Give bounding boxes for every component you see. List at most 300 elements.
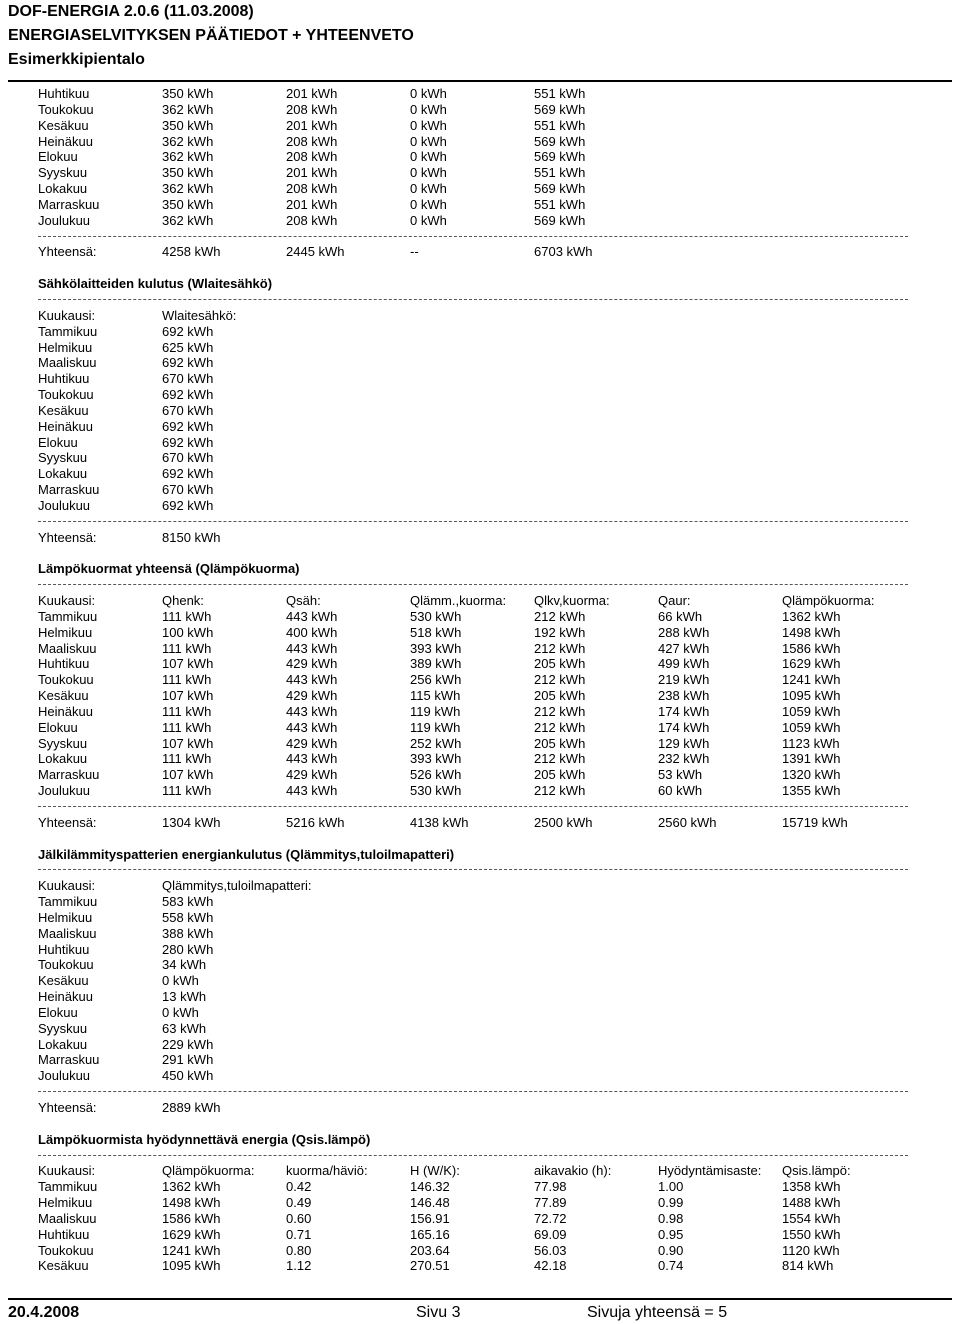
- table-cell: 569 kWh: [534, 181, 586, 197]
- page-footer: [8, 1298, 952, 1324]
- table-cell: 156.91: [410, 1210, 450, 1226]
- table-cell: 569 kWh: [534, 101, 586, 117]
- table-cell: Toukokuu: [38, 957, 94, 973]
- table-cell: Toukokuu: [38, 387, 94, 403]
- table-cell: 393 kWh: [410, 751, 462, 767]
- table-row: [38, 387, 908, 403]
- table-cell: Toukokuu: [38, 1242, 94, 1258]
- table-cell: Kuukausi:: [38, 307, 96, 323]
- table-cell: 0.98: [658, 1210, 684, 1226]
- table-row: [38, 324, 908, 340]
- table-row: [38, 751, 908, 767]
- table-cell: Yhteensä:: [38, 529, 97, 545]
- table-cell: 15719 kWh: [782, 814, 848, 830]
- table-cell: Helmikuu: [38, 624, 93, 640]
- table-cell: 212 kWh: [534, 703, 586, 719]
- table-cell: 119 kWh: [410, 703, 461, 719]
- table-cell: Yhteensä:: [38, 1100, 97, 1115]
- table-cell: Tammikuu: [38, 894, 98, 910]
- table-cell: Qhenk:: [162, 593, 204, 608]
- table-cell: Elokuu: [38, 719, 78, 735]
- table-row: [38, 989, 908, 1005]
- table-cell: 256 kWh: [410, 672, 462, 688]
- table-cell: 692 kWh: [162, 323, 214, 339]
- table-cell: 551 kWh: [534, 86, 586, 101]
- table-cell: Huhtikuu: [38, 86, 90, 101]
- table-cell: 119 kWh: [410, 719, 461, 735]
- table-cell: 1355 kWh: [782, 783, 841, 799]
- table-cell: 107 kWh: [162, 767, 214, 783]
- table-row: [38, 371, 908, 387]
- table-row: [38, 340, 908, 356]
- table-cell: 212 kWh: [534, 751, 586, 767]
- table-cell: 1358 kWh: [782, 1179, 841, 1195]
- table-cell: 569 kWh: [534, 212, 586, 228]
- table-cell: 0.90: [658, 1242, 684, 1258]
- table-cell: 569 kWh: [534, 149, 586, 165]
- table-cell: 1123 kWh: [782, 735, 840, 751]
- table-cell: Yhteensä:: [38, 814, 97, 830]
- table-cell: 229 kWh: [162, 1036, 214, 1052]
- table-cell: 388 kWh: [162, 925, 214, 941]
- table-cell: Maaliskuu: [38, 640, 97, 656]
- table-cell: 443 kWh: [286, 719, 338, 735]
- table-cell: Kuukausi:: [38, 878, 96, 894]
- table-cell: 518 kWh: [410, 624, 462, 640]
- table-row: [38, 1068, 908, 1084]
- table-cell: Joulukuu: [38, 497, 91, 513]
- dashed-divider: [38, 292, 908, 308]
- table-cell: 69.09: [534, 1226, 567, 1242]
- table-row: [38, 403, 908, 419]
- table-cell: 205 kWh: [534, 656, 586, 672]
- table-cell: Wlaitesähkö:: [162, 307, 237, 323]
- table-cell: Heinäkuu: [38, 703, 93, 719]
- table-cell: Qlämpökuorma:: [162, 1163, 255, 1179]
- table-cell: 0.95: [658, 1226, 684, 1242]
- table-cell: 174 kWh: [658, 719, 710, 735]
- table-cell: 625 kWh: [162, 339, 214, 355]
- table-cell: H (W/K):: [410, 1163, 460, 1179]
- table-cell: 208 kWh: [286, 212, 338, 228]
- table-cell: 692 kWh: [162, 355, 214, 371]
- app-title: DOF-ENERGIA 2.0.6 (11.03.2008): [8, 3, 254, 20]
- table-cell: 1629 kWh: [782, 656, 841, 672]
- table-row: [38, 1258, 908, 1274]
- section-title: Sähkölaitteiden kulutus (Wlaitesähkö): [38, 276, 273, 292]
- table-cell: 165.16: [410, 1226, 450, 1242]
- table-cell: Kesäkuu: [38, 117, 89, 133]
- table-cell: 443 kWh: [286, 608, 338, 624]
- table-cell: 429 kWh: [286, 656, 338, 672]
- table-cell: 0 kWh: [410, 86, 447, 101]
- table-cell: 212 kWh: [534, 672, 586, 688]
- table-cell: 203.64: [410, 1242, 450, 1258]
- report-body: [38, 86, 908, 1274]
- table-cell: 670 kWh: [162, 402, 214, 418]
- table-cell: 670 kWh: [162, 450, 214, 466]
- table-row: [38, 609, 908, 625]
- table-cell: 0 kWh: [410, 117, 447, 133]
- table-cell: Kesäkuu: [38, 1258, 89, 1274]
- table-cell: 350 kWh: [162, 86, 214, 101]
- table-cell: Syyskuu: [38, 165, 88, 181]
- table-cell: 350 kWh: [162, 196, 214, 212]
- table-row: [38, 466, 908, 482]
- table-header: [38, 593, 908, 609]
- table-cell: Syyskuu: [38, 450, 88, 466]
- table-row: [38, 165, 908, 181]
- table-cell: Huhtikuu: [38, 1226, 90, 1242]
- table-cell: Huhtikuu: [38, 656, 90, 672]
- table-cell: 201 kWh: [286, 117, 338, 133]
- table-cell: 1362 kWh: [162, 1179, 221, 1195]
- table-cell: 1095 kWh: [782, 688, 841, 704]
- table-cell: 1586 kWh: [162, 1210, 221, 1226]
- table-cell: Hyödyntämisaste:: [658, 1163, 762, 1179]
- table-cell: 208 kWh: [286, 101, 338, 117]
- table-cell: 208 kWh: [286, 133, 338, 149]
- table-cell: 201 kWh: [286, 196, 338, 212]
- table-row: [38, 1243, 908, 1259]
- table-cell: 0 kWh: [410, 212, 447, 228]
- table-cell: Elokuu: [38, 1004, 78, 1020]
- table-cell: 208 kWh: [286, 181, 338, 197]
- dashed-divider: [38, 514, 908, 530]
- table-row: [38, 1005, 908, 1021]
- table-cell: kuorma/häviö:: [286, 1163, 368, 1179]
- total-row: [38, 244, 908, 260]
- table-row: [38, 102, 908, 118]
- table-cell: 670 kWh: [162, 371, 214, 387]
- footer-date: 20.4.2008: [8, 1304, 80, 1321]
- table-cell: 350 kWh: [162, 117, 214, 133]
- table-cell: 111 kWh: [162, 608, 212, 624]
- table-cell: Maaliskuu: [38, 355, 97, 371]
- table-cell: 77.98: [534, 1179, 567, 1195]
- table-cell: 2889 kWh: [162, 1100, 221, 1115]
- table-cell: 2560 kWh: [658, 814, 717, 830]
- table-row: [38, 1021, 908, 1037]
- table-cell: Huhtikuu: [38, 941, 90, 957]
- table-cell: 288 kWh: [658, 624, 710, 640]
- table-cell: 174 kWh: [658, 703, 710, 719]
- table-row: [38, 86, 908, 102]
- table-cell: 443 kWh: [286, 703, 338, 719]
- table-cell: Lokakuu: [38, 181, 88, 197]
- table-row: [38, 641, 908, 657]
- table-cell: Kesäkuu: [38, 402, 89, 418]
- table-cell: Kesäkuu: [38, 688, 89, 704]
- table-cell: 692 kWh: [162, 497, 214, 513]
- table-cell: 238 kWh: [658, 688, 710, 704]
- dashed-divider: [38, 862, 908, 878]
- table-cell: 4138 kWh: [410, 814, 469, 830]
- dashed-divider: [38, 799, 908, 815]
- table-cell: Qlämmitys,tuloilmapatteri:: [162, 878, 312, 894]
- table-cell: 443 kWh: [286, 783, 338, 799]
- table-cell: Heinäkuu: [38, 989, 93, 1005]
- table-cell: Helmikuu: [38, 339, 93, 355]
- table-cell: 107 kWh: [162, 735, 214, 751]
- table-cell: Maaliskuu: [38, 925, 97, 941]
- table-cell: 212 kWh: [534, 608, 586, 624]
- table-cell: 692 kWh: [162, 418, 214, 434]
- footer-total-pages: Sivuja yhteensä = 5: [587, 1304, 728, 1321]
- table-cell: 362 kWh: [162, 133, 214, 149]
- table-cell: 692 kWh: [162, 434, 214, 450]
- table-cell: 443 kWh: [286, 640, 338, 656]
- table-cell: 0.80: [286, 1242, 312, 1258]
- table-row: [38, 926, 908, 942]
- table-cell: 1391 kWh: [782, 751, 841, 767]
- table-cell: 1488 kWh: [782, 1195, 841, 1211]
- table-row: [38, 942, 908, 958]
- table-cell: 362 kWh: [162, 101, 214, 117]
- table-cell: 205 kWh: [534, 735, 586, 751]
- table-cell: 6703 kWh: [534, 244, 593, 260]
- table-cell: 111 kWh: [162, 703, 212, 719]
- table-cell: 429 kWh: [286, 735, 338, 751]
- table-row: [38, 1195, 908, 1211]
- table-cell: 212 kWh: [534, 719, 586, 735]
- table-cell: 1241 kWh: [162, 1242, 221, 1258]
- dashed-divider: [38, 1084, 908, 1100]
- table-cell: Lokakuu: [38, 751, 88, 767]
- table-cell: Qlämpökuorma:: [782, 593, 875, 608]
- table-row: [38, 910, 908, 926]
- table-cell: Qsis.lämpö:: [782, 1163, 851, 1179]
- table-header: [38, 308, 908, 324]
- table-cell: 192 kWh: [534, 624, 586, 640]
- table-cell: Qlkv,kuorma:: [534, 593, 610, 608]
- table-cell: 107 kWh: [162, 688, 214, 704]
- table-cell: Tammikuu: [38, 1179, 98, 1195]
- table-cell: 212 kWh: [534, 640, 586, 656]
- table-cell: 129 kWh: [658, 735, 710, 751]
- table-cell: 111 kWh: [162, 751, 212, 767]
- table-cell: 146.32: [410, 1179, 450, 1195]
- table-cell: Joulukuu: [38, 1068, 91, 1084]
- section-title: Jälkilämmityspatterien energiankulutus (Qlämmitys,tuloilmapatteri): [38, 846, 455, 862]
- table-cell: 1554 kWh: [782, 1210, 841, 1226]
- table-cell: Lokakuu: [38, 466, 88, 482]
- table-row: [38, 197, 908, 213]
- table-cell: 53 kWh: [658, 767, 703, 783]
- table-cell: 0 kWh: [410, 149, 447, 165]
- table-row: [38, 736, 908, 752]
- table-cell: 0 kWh: [162, 973, 199, 989]
- table-cell: 1362 kWh: [782, 608, 841, 624]
- table-cell: 111 kWh: [162, 719, 212, 735]
- table-row: [38, 894, 908, 910]
- total-row: [38, 530, 908, 546]
- table-cell: 1498 kWh: [782, 624, 841, 640]
- spacer: [38, 545, 908, 561]
- table-cell: Toukokuu: [38, 672, 94, 688]
- table-cell: Helmikuu: [38, 1195, 93, 1211]
- table-row: [38, 1037, 908, 1053]
- table-cell: 42.18: [534, 1258, 567, 1274]
- table-cell: 111 kWh: [162, 672, 212, 688]
- table-cell: 1550 kWh: [782, 1226, 841, 1242]
- table-row: [38, 1227, 908, 1243]
- table-cell: Qsäh:: [286, 593, 321, 608]
- table-cell: 0.74: [658, 1258, 684, 1274]
- table-cell: 526 kWh: [410, 767, 462, 783]
- table-cell: 1586 kWh: [782, 640, 841, 656]
- table-cell: 2445 kWh: [286, 244, 345, 260]
- table-cell: 450 kWh: [162, 1068, 214, 1084]
- building-name: Esimerkkipientalo: [8, 51, 145, 68]
- table-cell: 1498 kWh: [162, 1195, 221, 1211]
- table-cell: 0.49: [286, 1195, 312, 1211]
- table-header: [38, 1163, 908, 1179]
- table-cell: 1629 kWh: [162, 1226, 221, 1242]
- table-cell: 66 kWh: [658, 608, 703, 624]
- table-cell: 0 kWh: [410, 196, 447, 212]
- table-cell: 0 kWh: [410, 181, 447, 197]
- table-cell: 252 kWh: [410, 735, 462, 751]
- table-cell: 427 kWh: [658, 640, 710, 656]
- table-row: [38, 498, 908, 514]
- table-cell: 362 kWh: [162, 181, 214, 197]
- table-cell: 0.42: [286, 1179, 312, 1195]
- table-cell: Heinäkuu: [38, 133, 93, 149]
- table-cell: 0.99: [658, 1195, 684, 1211]
- table-cell: Yhteensä:: [38, 244, 97, 260]
- table-cell: 429 kWh: [286, 688, 338, 704]
- table-cell: 389 kWh: [410, 656, 462, 672]
- table-cell: 1304 kWh: [162, 814, 221, 830]
- table-row: [38, 118, 908, 134]
- table-row: [38, 1179, 908, 1195]
- table-cell: 393 kWh: [410, 640, 462, 656]
- table-cell: Qaur:: [658, 593, 691, 608]
- table-cell: 530 kWh: [410, 783, 462, 799]
- table-cell: 146.48: [410, 1195, 450, 1211]
- table-cell: 8150 kWh: [162, 529, 221, 545]
- table-cell: 111 kWh: [162, 783, 212, 799]
- table-cell: 232 kWh: [658, 751, 710, 767]
- table-cell: 115 kWh: [410, 688, 461, 704]
- header-divider: [8, 80, 952, 82]
- table-cell: 551 kWh: [534, 117, 586, 133]
- table-cell: 270.51: [410, 1258, 450, 1274]
- table-cell: 205 kWh: [534, 688, 586, 704]
- table-cell: Lokakuu: [38, 1036, 88, 1052]
- table-row: [38, 482, 908, 498]
- table-header: [38, 878, 908, 894]
- table-cell: Kuukausi:: [38, 1163, 96, 1179]
- table-cell: 551 kWh: [534, 165, 586, 181]
- table-cell: Qlämm.,kuorma:: [410, 593, 507, 608]
- table-cell: 1120 kWh: [782, 1242, 840, 1258]
- table-row: [38, 720, 908, 736]
- table-cell: 107 kWh: [162, 656, 214, 672]
- section-title: Lämpökuormista hyödynnettävä energia (Qsis.lämpö): [38, 1131, 371, 1147]
- table-cell: 201 kWh: [286, 165, 338, 181]
- table-row: [38, 704, 908, 720]
- table-cell: 0 kWh: [410, 133, 447, 149]
- table-cell: 551 kWh: [534, 196, 586, 212]
- table-cell: Joulukuu: [38, 783, 91, 799]
- table-cell: 583 kWh: [162, 894, 214, 910]
- table-cell: Tammikuu: [38, 608, 98, 624]
- table-cell: 443 kWh: [286, 751, 338, 767]
- report-header: [8, 0, 952, 80]
- table-row: [38, 355, 908, 371]
- table-cell: 530 kWh: [410, 608, 462, 624]
- footer-page-number: Sivu 3: [416, 1304, 461, 1321]
- table-cell: Tammikuu: [38, 323, 98, 339]
- table-cell: 111 kWh: [162, 640, 212, 656]
- table-cell: Marraskuu: [38, 196, 100, 212]
- table-cell: 692 kWh: [162, 387, 214, 403]
- section-title: Lämpökuormat yhteensä (Qlämpökuorma): [38, 561, 300, 577]
- table-cell: Marraskuu: [38, 482, 100, 498]
- table-cell: --: [410, 244, 419, 260]
- table-cell: 63 kWh: [162, 1020, 207, 1036]
- table-cell: 4258 kWh: [162, 244, 221, 260]
- table-cell: aikavakio (h):: [534, 1163, 612, 1179]
- table-row: [38, 625, 908, 641]
- table-cell: 0 kWh: [162, 1004, 199, 1020]
- table-cell: 208 kWh: [286, 149, 338, 165]
- total-row: [38, 1100, 908, 1116]
- table-cell: Helmikuu: [38, 909, 93, 925]
- table-cell: 569 kWh: [534, 133, 586, 149]
- table-cell: 0 kWh: [410, 101, 447, 117]
- table-cell: 5216 kWh: [286, 814, 345, 830]
- table-cell: Syyskuu: [38, 1020, 88, 1036]
- table-cell: 100 kWh: [162, 624, 214, 640]
- table-cell: Kuukausi:: [38, 593, 96, 608]
- table-cell: 558 kWh: [162, 909, 214, 925]
- table-row: [38, 419, 908, 435]
- table-cell: Marraskuu: [38, 767, 100, 783]
- table-row: [38, 688, 908, 704]
- dashed-divider: [38, 577, 908, 593]
- table-cell: 77.89: [534, 1195, 567, 1211]
- table-row: [38, 1052, 908, 1068]
- table-cell: 0 kWh: [410, 165, 447, 181]
- table-row: [38, 213, 908, 229]
- table-row: [38, 656, 908, 672]
- total-row: [38, 815, 908, 831]
- table-row: [38, 767, 908, 783]
- table-cell: 219 kWh: [658, 672, 710, 688]
- table-cell: 1320 kWh: [782, 767, 841, 783]
- table-cell: Huhtikuu: [38, 371, 90, 387]
- table-cell: 72.72: [534, 1210, 567, 1226]
- table-cell: 443 kWh: [286, 672, 338, 688]
- table-cell: Heinäkuu: [38, 418, 93, 434]
- table-row: [38, 957, 908, 973]
- table-cell: 56.03: [534, 1242, 567, 1258]
- table-row: [38, 134, 908, 150]
- table-cell: 205 kWh: [534, 767, 586, 783]
- table-cell: 280 kWh: [162, 941, 214, 957]
- spacer: [38, 1116, 908, 1132]
- table-cell: 362 kWh: [162, 149, 214, 165]
- table-row: [38, 783, 908, 799]
- table-cell: Toukokuu: [38, 101, 94, 117]
- table-cell: 1059 kWh: [782, 703, 841, 719]
- table-cell: Elokuu: [38, 149, 78, 165]
- table-cell: 1.00: [658, 1179, 684, 1195]
- table-cell: 362 kWh: [162, 212, 214, 228]
